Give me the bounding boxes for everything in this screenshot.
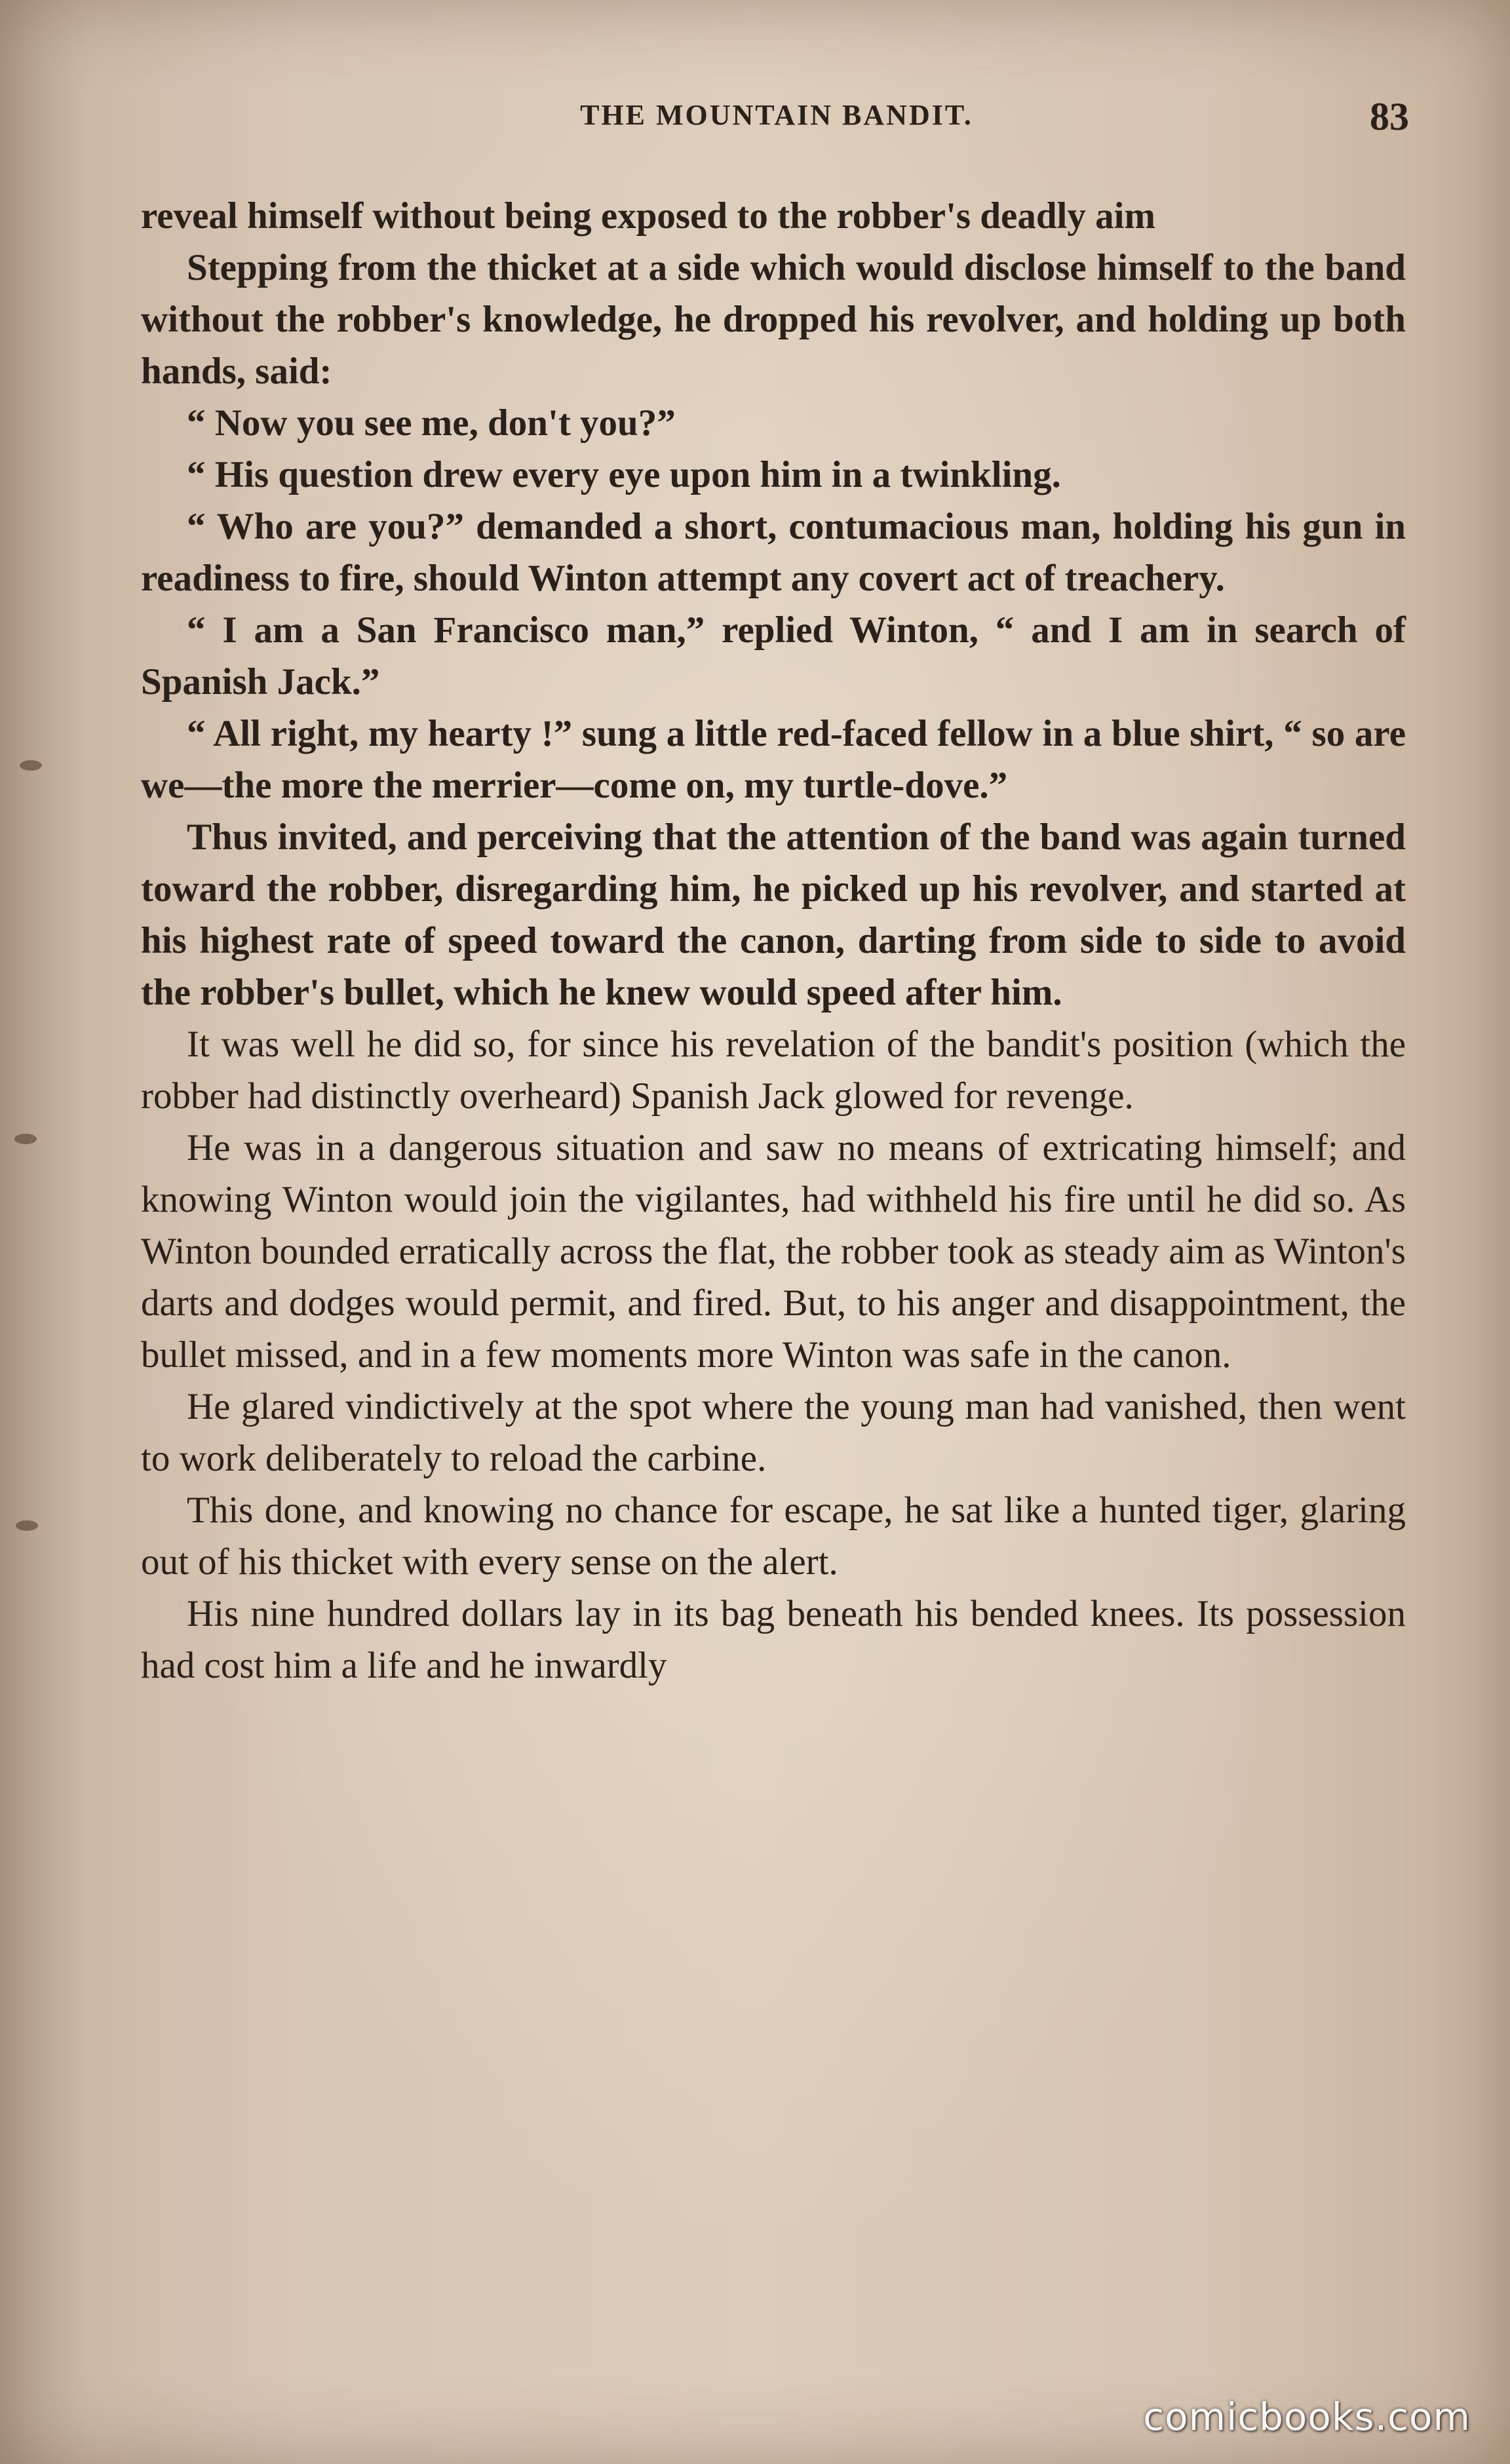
paragraph: His nine hundred dollars lay in its bag beneath his bended knees. Its possession had cost him a life and he inwardly <box>141 1593 1406 1686</box>
paragraph: “ I am a San Francisco man,” replied Winton, “ and I am in search of Spanish Jack.” <box>141 609 1406 703</box>
paragraph: “ Who are you?” demanded a short, contumacious man, holding his gun in readiness to fire, should Winton attempt any covert act of treachery. <box>141 506 1406 599</box>
paragraph: It was well he did so, for since his revelation of the bandit's position (which the robber had distinctly overheard) Spanish Jack glowed for revenge. <box>141 1024 1406 1117</box>
paragraph: He was in a dangerous situation and saw no means of extricating himself; and knowing Winton would join the vigilantes, had withheld his fire until he did so. As Winton bounded erratically across the flat, the robber took as steady aim as Winton's darts and dodges would permit, and fired. But, to his anger and disappointment, the bullet missed, and in a few moments more Winton was safe in the canon. <box>141 1127 1406 1376</box>
body-text <box>141 190 1406 1691</box>
binding-hole-icon <box>14 1134 37 1144</box>
page-number: 83 <box>1370 95 1409 138</box>
page-header <box>144 95 1409 151</box>
binding-hole-icon <box>20 760 42 771</box>
paragraph: reveal himself without being exposed to the robber's deadly aim <box>141 195 1155 237</box>
watermark: comicbooks.com <box>1143 2395 1471 2439</box>
paragraph: “ All right, my hearty !” sung a little red-faced fellow in a blue shirt, “ so are we—the more the merrier—come on, my turtle-dove.” <box>141 713 1406 806</box>
binding-hole-icon <box>16 1520 38 1531</box>
paragraph: Stepping from the thicket at a side which would disclose himself to the band without the robber's knowledge, he dropped his revolver, and holding up both hands, said: <box>141 247 1406 392</box>
paragraph: “ His question drew every eye upon him in a twinkling. <box>187 454 1061 495</box>
paragraph: “ Now you see me, don't you?” <box>187 402 676 444</box>
paragraph: Thus invited, and perceiving that the attention of the band was again turned toward the robber, disregarding him, he picked up his revolver, and started at his highest rate of speed toward the canon, darting from side to side to avoid the robber's bullet, which he knew would speed after him. <box>141 817 1406 1013</box>
paragraph: This done, and knowing no chance for escape, he sat like a hunted tiger, glaring out of his thicket with every sense on the alert. <box>141 1490 1406 1583</box>
paragraph: He glared vindictively at the spot where the young man had vanished, then went to work deliberately to reload the carbine. <box>141 1386 1406 1479</box>
running-title: THE MOUNTAIN BANDIT. <box>580 99 973 131</box>
